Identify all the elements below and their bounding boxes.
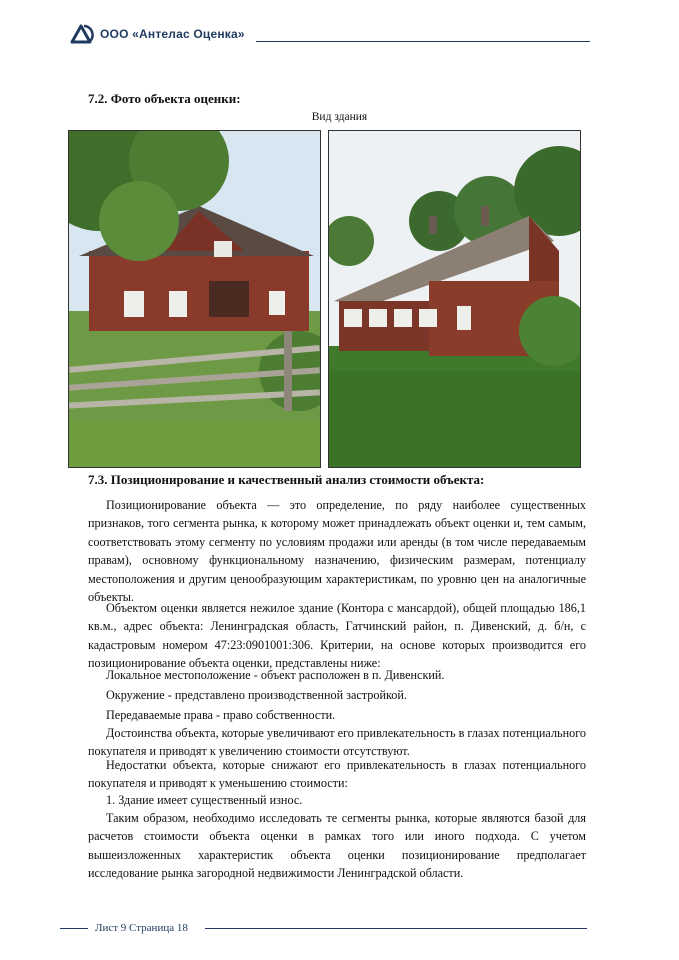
building-photo-front — [68, 130, 321, 468]
photo-caption: Вид здания — [311, 111, 368, 123]
paragraph-conclusion: Таким образом, необходимо исследовать те сегменты рынка, которые являются базой для расчетов стоимости объекта оценки в рамках того или иного подхода. С учетом вышеизложенных характеристик объекта оценки позиционирование предполагает исследование рынка загородной недвижимости Ленинградской области. — [88, 811, 586, 881]
paragraph-advantages: Достоинства объекта, которые увеличивают его привлекательность в глазах потенциального покупателя и приводят к увеличению стоимости отсутствуют. — [88, 726, 586, 759]
paragraph-wear: 1. Здание имеет существенный износ. — [106, 793, 303, 807]
paragraph-object-description: Объектом оценки является нежилое здание (Контора с мансардой), общей площадью 186,1 кв.м., адрес объекта: Ленинградская область, Гатчинский район, п. Дивенский, д. б/н, с кадастровым номером 47:23:0901001:306. Критерии, на основе которых производится его позиционирование объекта оценки, представлены ниже: — [88, 601, 586, 671]
header-divider — [256, 41, 590, 42]
section-heading-photos: 7.2. Фото объекта оценки: — [88, 91, 241, 106]
building-photo-side — [328, 130, 581, 468]
paragraph-positioning-definition: Позиционирование объекта — это определение, по ряду наиболее существенных признаков, того сегмента рынка, к которому может принадлежать объект оценки и, тем самым, соответствовать этому сегменту по условиям продажи или аренды (в том числе передаваемым правам), основному функциональному назначению, физическим размерам, потенциалу местоположения и другим ценообразующим характеристикам, по уровню цен на аналогичные объекты. — [88, 498, 586, 605]
page-header — [70, 22, 589, 46]
page-number: Лист 9 Страница 18 — [95, 922, 188, 934]
footer-divider-right — [205, 928, 587, 929]
antelas-logo-icon — [70, 24, 96, 44]
paragraph-rights: Передаваемые права - право собственности. — [106, 708, 336, 722]
paragraph-surroundings: Окружение - представлено производственной застройкой. — [106, 688, 407, 702]
company-name: ООО «Антелас Оценка» — [100, 27, 245, 41]
paragraph-location: Локальное местоположение - объект расположен в п. Дивенский. — [106, 668, 445, 682]
paragraph-disadvantages: Недостатки объекта, которые снижают его привлекательность в глазах потенциального покупателя и приводят к уменьшению стоимости: — [88, 758, 586, 791]
footer-divider-left — [60, 928, 88, 929]
section-heading-positioning: 7.3. Позиционирование и качественный анализ стоимости объекта: — [88, 472, 485, 487]
